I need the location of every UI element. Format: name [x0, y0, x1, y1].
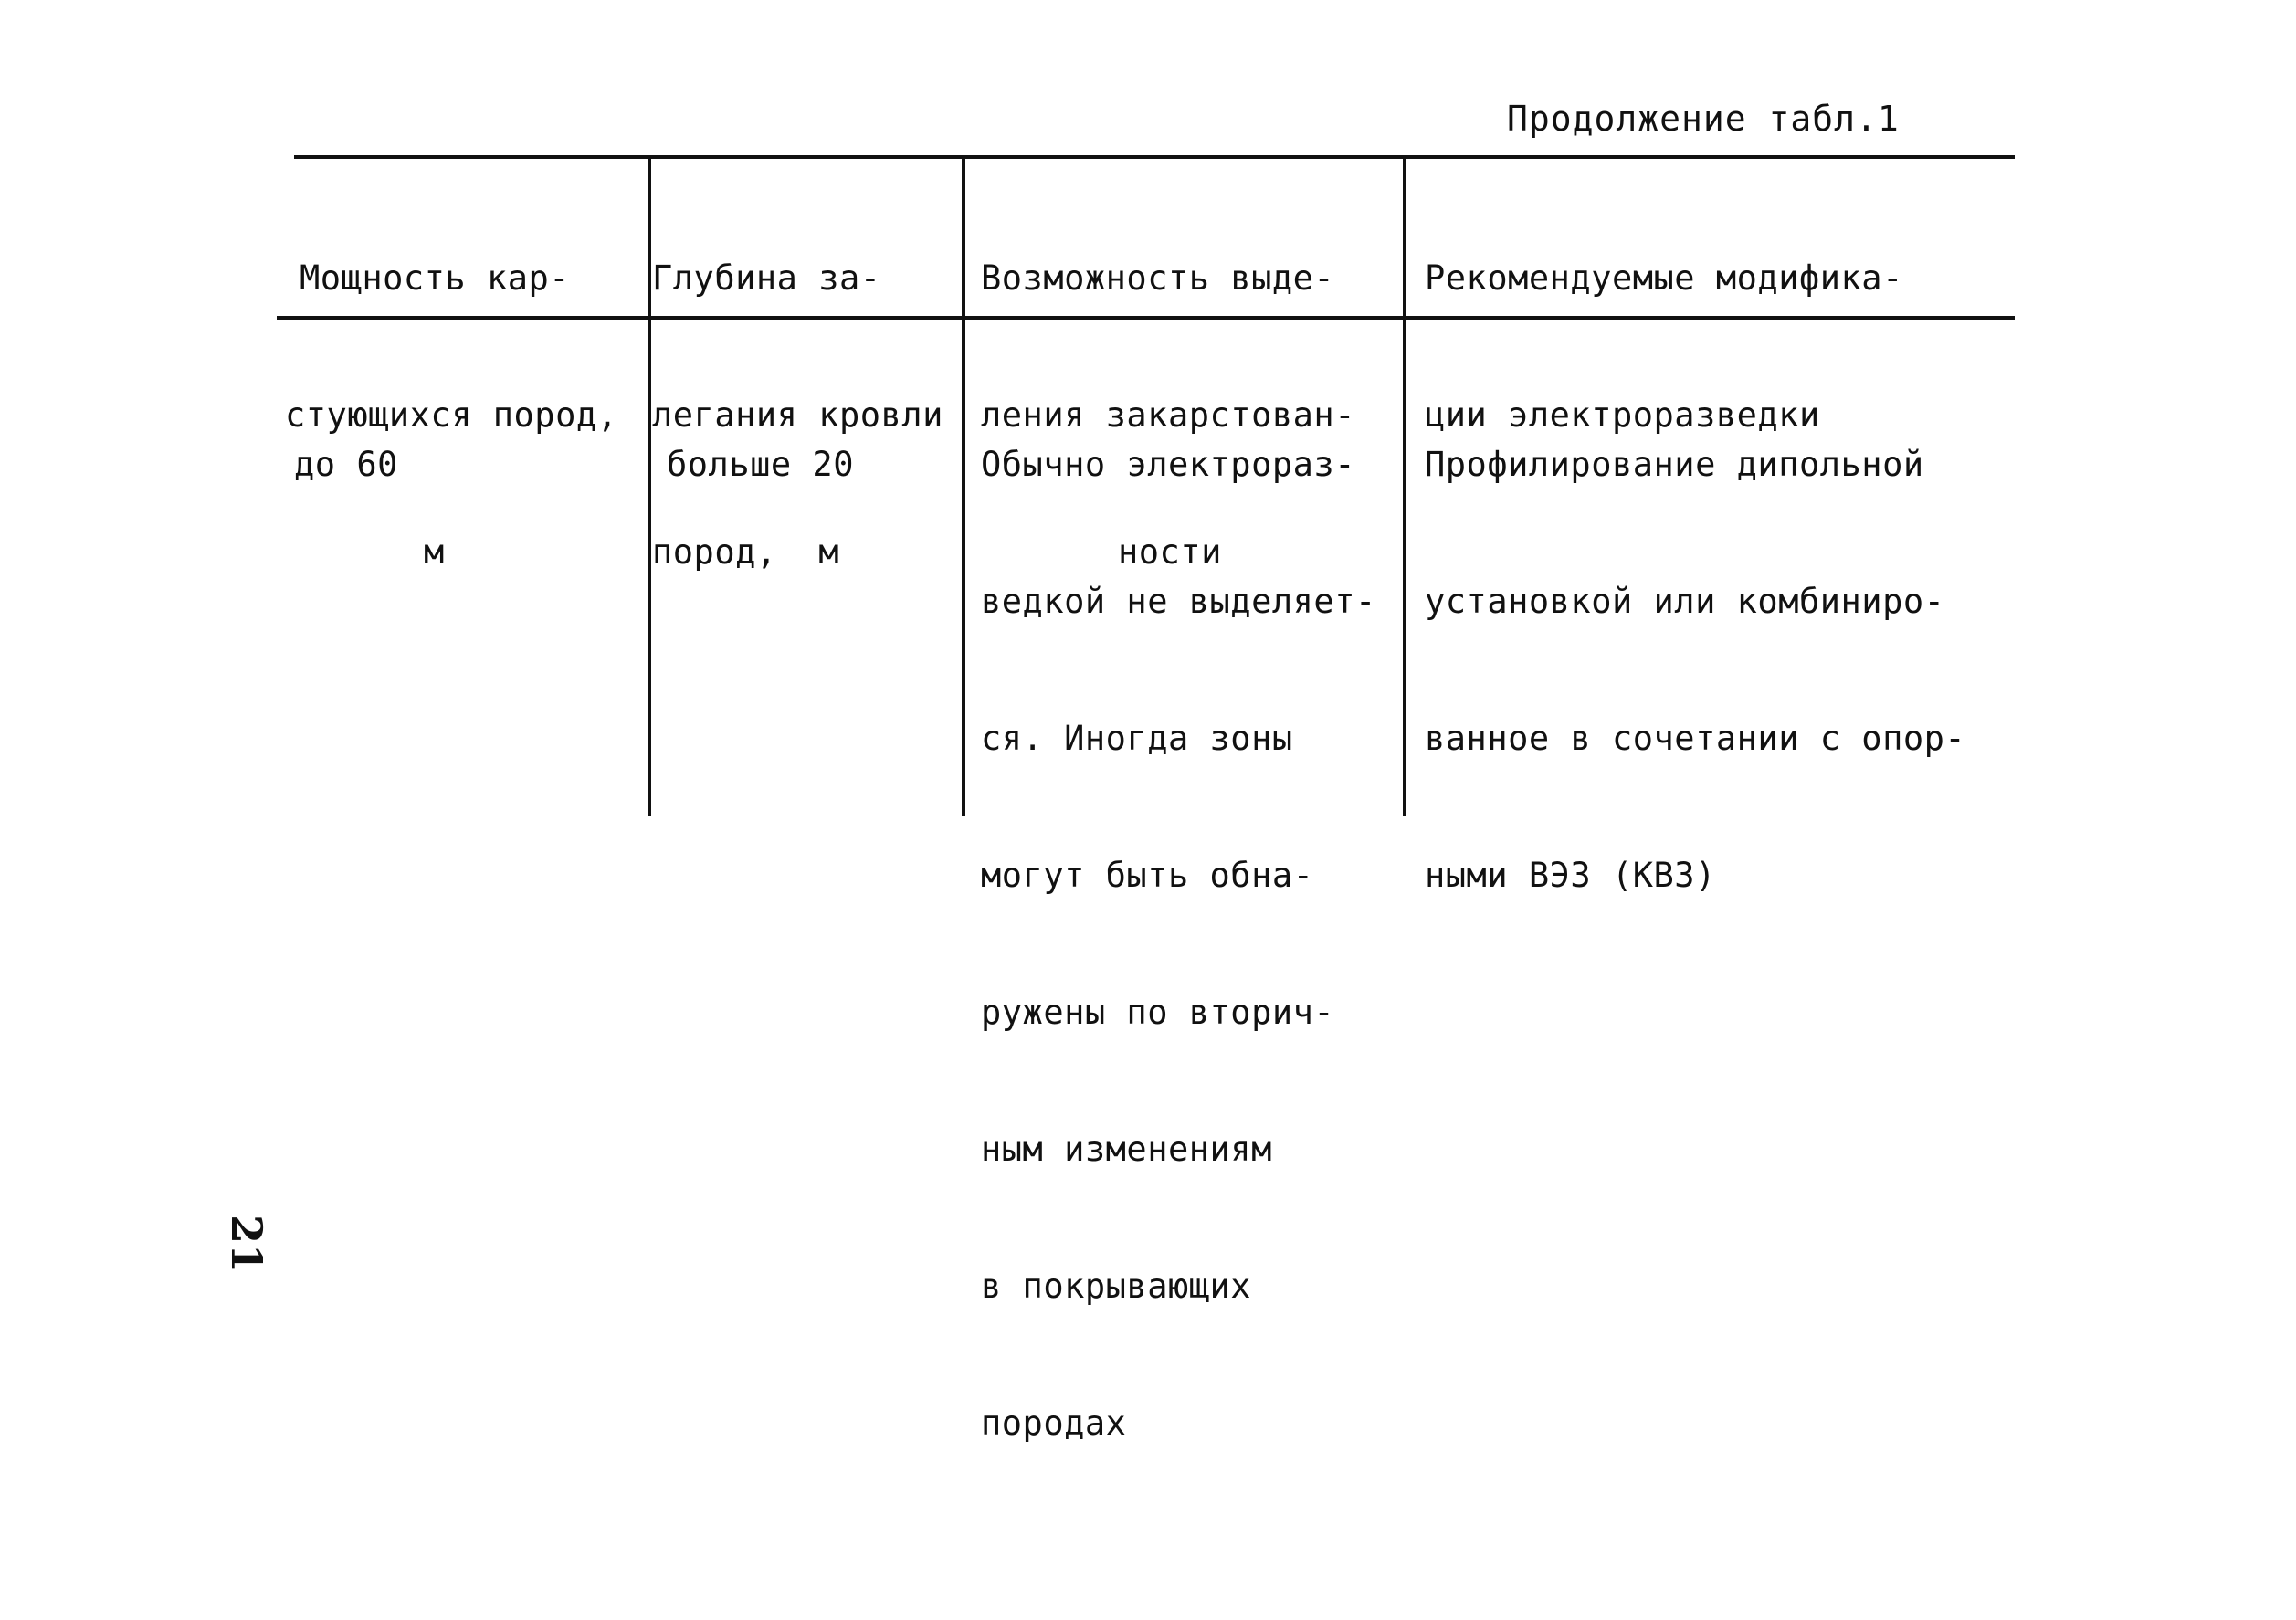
table-row-1-karst-detection [981, 351, 1401, 1538]
cell-line: ными ВЭЗ (КВЗ) [1425, 856, 1716, 895]
column-divider-1 [648, 157, 651, 816]
header-line: легания кровли [652, 395, 943, 435]
header-line: Глубина за- [652, 258, 881, 298]
cell-line: до 60 [294, 445, 398, 484]
cell-line: установкой или комбиниро- [1425, 582, 1945, 621]
column-divider-2 [962, 157, 965, 816]
header-line: ления закарстован- [981, 395, 1355, 435]
cell-line: ванное в сочетании с опор- [1425, 719, 1966, 758]
table-top-rule [294, 155, 2015, 159]
cell-line: могут быть обна- [981, 856, 1314, 895]
header-line: ции электроразведки [1425, 395, 1820, 435]
header-line: Рекомендуемые модифика- [1425, 258, 1903, 298]
table-row-1-depth [667, 351, 854, 579]
header-line: м [424, 532, 445, 572]
table-row-1-recommended-methods [1425, 351, 2009, 990]
header-line: Возможность выде- [981, 258, 1335, 298]
cell-line: в покрывающих [981, 1267, 1252, 1306]
table-row-1-thickness [294, 351, 398, 579]
header-line: стующихся пород, [285, 395, 618, 435]
table-caption: Продолжение табл.1 [1507, 99, 1900, 139]
cell-line: ружены по вторич- [981, 993, 1335, 1032]
cell-line: больше 20 [667, 445, 854, 484]
column-divider-3 [1403, 157, 1406, 816]
header-line: ности [1118, 532, 1222, 572]
header-line: пород, м [652, 532, 839, 572]
cell-line: ным изменениям [981, 1130, 1272, 1169]
cell-line: ся. Иногда зоны [981, 719, 1293, 758]
header-line: Мощность кар- [300, 258, 571, 298]
cell-line: Профилирование дипольной [1425, 445, 1924, 484]
page-number: 21 [222, 1214, 272, 1274]
cell-line: породах [981, 1404, 1127, 1443]
cell-line: Обычно электрораз- [981, 445, 1355, 484]
cell-line: ведкой не выделяет- [981, 582, 1376, 621]
